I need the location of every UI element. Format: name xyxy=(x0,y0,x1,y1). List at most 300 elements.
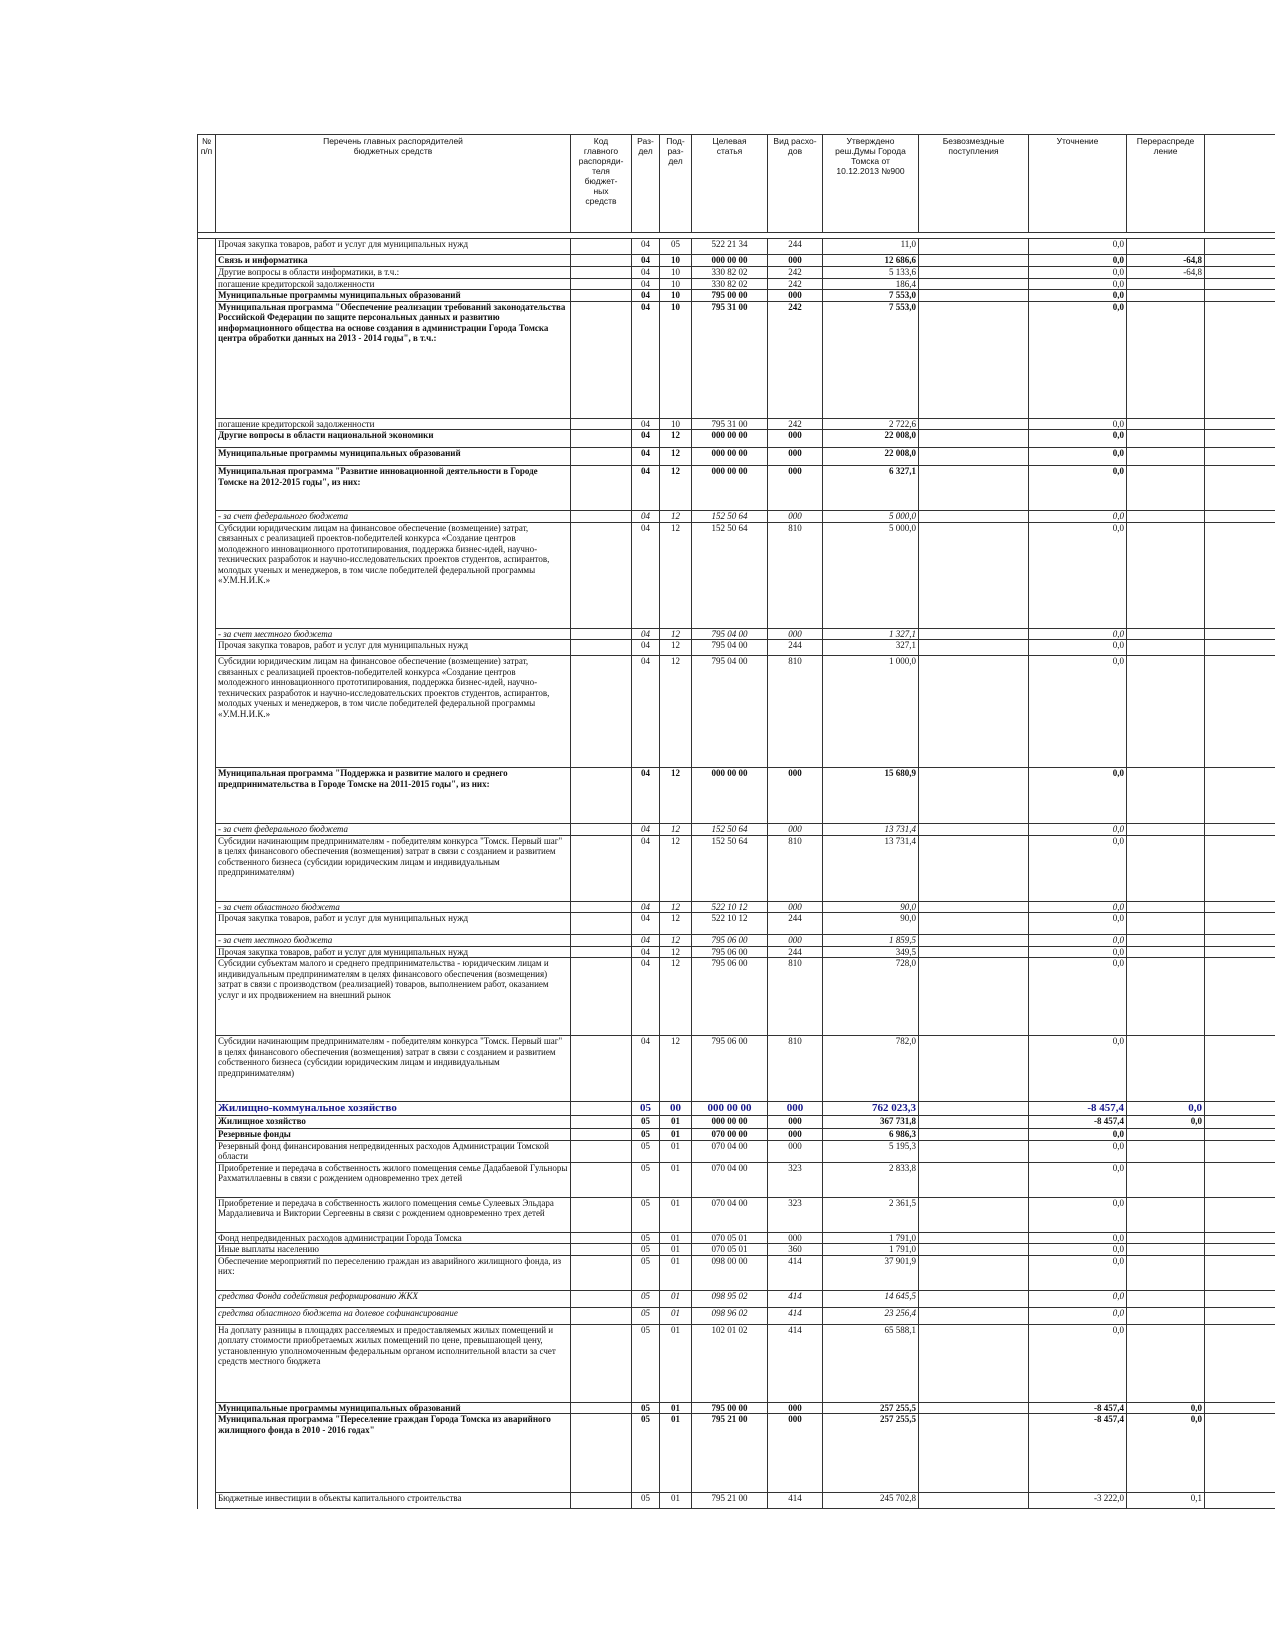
cell-csr: 070 04 00 xyxy=(692,1140,768,1162)
cell-index xyxy=(198,1244,216,1256)
cell-vr: 000 xyxy=(768,824,823,836)
table-row xyxy=(198,418,1275,430)
cell-free xyxy=(919,301,1029,418)
cell-utoch: 0,0 xyxy=(1029,1232,1127,1244)
cell-vr: 414 xyxy=(768,1493,823,1509)
cell-utoch: 0,0 xyxy=(1029,267,1127,279)
cell-index xyxy=(198,640,216,656)
cell-pereras: 0,1 xyxy=(1127,1493,1205,1509)
cell-extra xyxy=(1205,1307,1275,1324)
cell-vr: 244 xyxy=(768,640,823,656)
cell-kod xyxy=(571,1162,632,1197)
cell-extra xyxy=(1205,768,1275,824)
cell-kod xyxy=(571,239,632,255)
cell-kod xyxy=(571,824,632,836)
cell-extra xyxy=(1205,1102,1275,1116)
table-row xyxy=(198,935,1275,947)
cell-podrazdel: 10 xyxy=(660,278,692,290)
cell-index xyxy=(198,835,216,901)
cell-csr: 070 00 00 xyxy=(692,1129,768,1141)
cell-free xyxy=(919,522,1029,628)
cell-vr: 810 xyxy=(768,1036,823,1102)
cell-kod xyxy=(571,511,632,523)
cell-razdel: 04 xyxy=(632,301,660,418)
cell-approved: 1 327,1 xyxy=(823,628,919,640)
cell-vr: 242 xyxy=(768,301,823,418)
cell-pereras xyxy=(1127,1140,1205,1162)
cell-free xyxy=(919,1402,1029,1414)
cell-kod xyxy=(571,640,632,656)
cell-kod xyxy=(571,418,632,430)
cell-vr: 244 xyxy=(768,946,823,958)
cell-razdel: 04 xyxy=(632,255,660,267)
cell-podrazdel: 12 xyxy=(660,1036,692,1102)
cell-kod xyxy=(571,267,632,279)
cell-name: Прочая закупка товаров, работ и услуг для муниципальных нужд xyxy=(216,640,571,656)
cell-vr: 000 xyxy=(768,935,823,947)
budget-sheet xyxy=(197,134,1275,1650)
cell-approved: 728,0 xyxy=(823,958,919,1036)
cell-csr: 795 04 00 xyxy=(692,656,768,768)
table-row xyxy=(198,239,1275,255)
cell-razdel: 04 xyxy=(632,418,660,430)
cell-vr: 000 xyxy=(768,901,823,913)
cell-approved: 257 255,5 xyxy=(823,1414,919,1493)
cell-vr: 810 xyxy=(768,835,823,901)
cell-index xyxy=(198,255,216,267)
cell-csr: 000 00 00 xyxy=(692,255,768,267)
cell-name: - за счет местного бюджета xyxy=(216,935,571,947)
table-row xyxy=(198,1324,1275,1402)
cell-razdel: 05 xyxy=(632,1140,660,1162)
cell-pereras xyxy=(1127,466,1205,511)
col-header-razdel: Раз- дел xyxy=(632,135,660,233)
cell-razdel: 04 xyxy=(632,935,660,947)
cell-free xyxy=(919,1244,1029,1256)
cell-pereras: 0,0 xyxy=(1127,1414,1205,1493)
cell-free xyxy=(919,628,1029,640)
cell-kod xyxy=(571,835,632,901)
cell-csr: 795 00 00 xyxy=(692,1402,768,1414)
cell-pereras xyxy=(1127,430,1205,448)
cell-utoch: 0,0 xyxy=(1029,1197,1127,1232)
cell-kod xyxy=(571,430,632,448)
cell-pereras xyxy=(1127,239,1205,255)
cell-name: погашение кредиторской задолженности xyxy=(216,418,571,430)
cell-kod xyxy=(571,1290,632,1307)
cell-vr: 810 xyxy=(768,522,823,628)
cell-pereras xyxy=(1127,1197,1205,1232)
cell-razdel: 05 xyxy=(632,1324,660,1402)
table-row xyxy=(198,1036,1275,1102)
cell-csr: 795 06 00 xyxy=(692,946,768,958)
cell-free xyxy=(919,1197,1029,1232)
cell-free xyxy=(919,1116,1029,1129)
cell-kod xyxy=(571,1036,632,1102)
cell-podrazdel: 10 xyxy=(660,418,692,430)
cell-index xyxy=(198,1307,216,1324)
cell-utoch: -8 457,4 xyxy=(1029,1414,1127,1493)
cell-podrazdel: 05 xyxy=(660,239,692,255)
cell-name: Резервный фонд финансирования непредвиденных расходов Администрации Томской области xyxy=(216,1140,571,1162)
cell-approved: 11,0 xyxy=(823,239,919,255)
table-row xyxy=(198,255,1275,267)
cell-podrazdel: 12 xyxy=(660,824,692,836)
cell-extra xyxy=(1205,824,1275,836)
cell-utoch: 0,0 xyxy=(1029,1036,1127,1102)
cell-utoch: -8 457,4 xyxy=(1029,1116,1127,1129)
table-row xyxy=(198,835,1275,901)
cell-vr: 242 xyxy=(768,267,823,279)
cell-pereras: -64,8 xyxy=(1127,267,1205,279)
table-row xyxy=(198,1129,1275,1141)
cell-free xyxy=(919,511,1029,523)
cell-razdel: 05 xyxy=(632,1244,660,1256)
cell-vr: 000 xyxy=(768,768,823,824)
cell-podrazdel: 12 xyxy=(660,466,692,511)
col-header-podrazdel: Под- раз- дел xyxy=(660,135,692,233)
cell-kod xyxy=(571,1307,632,1324)
cell-podrazdel: 10 xyxy=(660,290,692,302)
cell-razdel: 04 xyxy=(632,466,660,511)
table-row xyxy=(198,522,1275,628)
cell-index xyxy=(198,1232,216,1244)
cell-index xyxy=(198,1255,216,1290)
cell-index xyxy=(198,1102,216,1116)
col-header-kod: Код главного распоряди- теля бюджет- ных средств xyxy=(571,135,632,233)
cell-utoch: -8 457,4 xyxy=(1029,1402,1127,1414)
cell-extra xyxy=(1205,656,1275,768)
cell-index xyxy=(198,466,216,511)
cell-extra xyxy=(1205,301,1275,418)
cell-extra xyxy=(1205,1129,1275,1141)
cell-razdel: 05 xyxy=(632,1232,660,1244)
cell-name: Субсидии юридическим лицам на финансовое обеспечение (возмещение) затрат, связанных с реализацией проектов-победителей конкурса «Создание центров молодежного инновационного прототипирования, поддержка бизнес-идей, научно-технических разработок и научно-исследовательских проектов студентов, аспирантов, молодых ученых и менеджеров, в том числе победителей федеральной программы «У.М.Н.И.К.» xyxy=(216,656,571,768)
table-row xyxy=(198,1307,1275,1324)
cell-kod xyxy=(571,1324,632,1402)
cell-index xyxy=(198,522,216,628)
cell-extra xyxy=(1205,901,1275,913)
cell-extra xyxy=(1205,1290,1275,1307)
cell-razdel: 05 xyxy=(632,1402,660,1414)
table-row xyxy=(198,466,1275,511)
cell-podrazdel: 12 xyxy=(660,640,692,656)
cell-csr: 522 10 12 xyxy=(692,913,768,935)
cell-kod xyxy=(571,1244,632,1256)
cell-vr: 000 xyxy=(768,1102,823,1116)
cell-free xyxy=(919,430,1029,448)
cell-approved: 23 256,4 xyxy=(823,1307,919,1324)
cell-csr: 000 00 00 xyxy=(692,768,768,824)
cell-utoch: 0,0 xyxy=(1029,1140,1127,1162)
cell-pereras xyxy=(1127,1324,1205,1402)
cell-pereras xyxy=(1127,511,1205,523)
table-row xyxy=(198,267,1275,279)
table-row xyxy=(198,958,1275,1036)
cell-podrazdel: 10 xyxy=(660,255,692,267)
cell-kod xyxy=(571,958,632,1036)
table-row xyxy=(198,1102,1275,1116)
cell-vr: 414 xyxy=(768,1307,823,1324)
cell-name: средства областного бюджета на долевое софинансирование xyxy=(216,1307,571,1324)
cell-free xyxy=(919,958,1029,1036)
cell-extra xyxy=(1205,1162,1275,1197)
cell-pereras: -64,8 xyxy=(1127,255,1205,267)
cell-kod xyxy=(571,466,632,511)
cell-pereras: 0,0 xyxy=(1127,1402,1205,1414)
cell-csr: 070 05 01 xyxy=(692,1244,768,1256)
cell-csr: 795 04 00 xyxy=(692,628,768,640)
table-row xyxy=(198,1402,1275,1414)
cell-kod xyxy=(571,1232,632,1244)
cell-utoch: 0,0 xyxy=(1029,1290,1127,1307)
cell-pereras xyxy=(1127,278,1205,290)
cell-extra xyxy=(1205,835,1275,901)
cell-razdel: 05 xyxy=(632,1197,660,1232)
cell-extra xyxy=(1205,255,1275,267)
cell-extra xyxy=(1205,522,1275,628)
cell-approved: 6 986,3 xyxy=(823,1129,919,1141)
cell-name: - за счет федерального бюджета xyxy=(216,824,571,836)
cell-extra xyxy=(1205,628,1275,640)
table-row xyxy=(198,628,1275,640)
cell-kod xyxy=(571,1402,632,1414)
cell-pereras xyxy=(1127,1290,1205,1307)
cell-free xyxy=(919,267,1029,279)
table-row xyxy=(198,1493,1275,1509)
cell-name: Муниципальные программы муниципальных образований xyxy=(216,448,571,466)
cell-free xyxy=(919,835,1029,901)
cell-approved: 762 023,3 xyxy=(823,1102,919,1116)
cell-approved: 7 553,0 xyxy=(823,301,919,418)
cell-name: Муниципальная программа "Обеспечение реализации требований законодательства Российской Федерации по защите персональных данных и развитию информационного общества на основе создания в администрации Города Томска центра обработки данных на 2013 - 2014 годы", в т.ч.: xyxy=(216,301,571,418)
cell-name: Обеспечение мероприятий по переселению граждан из аварийного жилищного фонда, из них: xyxy=(216,1255,571,1290)
cell-name: Субсидии начинающим предпринимателям - победителям конкурса "Томск. Первый шаг" в целях финансового обеспечения (возмещения) затрат в связи с созданием и развитием собственного бизнеса (субсидии юридическим лицам и индивидуальным предпринимателям) xyxy=(216,835,571,901)
cell-extra xyxy=(1205,1244,1275,1256)
cell-utoch: 0,0 xyxy=(1029,835,1127,901)
cell-vr: 000 xyxy=(768,628,823,640)
cell-pereras xyxy=(1127,1036,1205,1102)
cell-utoch: 0,0 xyxy=(1029,958,1127,1036)
cell-pereras xyxy=(1127,1162,1205,1197)
cell-name: Муниципальные программы муниципальных образований xyxy=(216,1402,571,1414)
cell-pereras xyxy=(1127,913,1205,935)
cell-utoch: 0,0 xyxy=(1029,418,1127,430)
cell-utoch: 0,0 xyxy=(1029,1244,1127,1256)
col-header-extra xyxy=(1205,135,1275,233)
cell-razdel: 05 xyxy=(632,1290,660,1307)
table-row xyxy=(198,430,1275,448)
cell-razdel: 04 xyxy=(632,901,660,913)
cell-name: Другие вопросы в области информатики, в т.ч.: xyxy=(216,267,571,279)
cell-name: Прочая закупка товаров, работ и услуг для муниципальных нужд xyxy=(216,239,571,255)
cell-utoch: 0,0 xyxy=(1029,255,1127,267)
cell-vr: 000 xyxy=(768,1414,823,1493)
cell-pereras xyxy=(1127,418,1205,430)
cell-index xyxy=(198,1036,216,1102)
cell-extra xyxy=(1205,1324,1275,1402)
cell-free xyxy=(919,824,1029,836)
cell-extra xyxy=(1205,430,1275,448)
cell-podrazdel: 12 xyxy=(660,768,692,824)
cell-csr: 152 50 64 xyxy=(692,835,768,901)
cell-csr: 000 00 00 xyxy=(692,448,768,466)
cell-index xyxy=(198,301,216,418)
cell-index xyxy=(198,768,216,824)
cell-index xyxy=(198,1493,216,1509)
cell-extra xyxy=(1205,946,1275,958)
cell-podrazdel: 01 xyxy=(660,1140,692,1162)
cell-vr: 000 xyxy=(768,290,823,302)
cell-razdel: 04 xyxy=(632,267,660,279)
cell-razdel: 05 xyxy=(632,1102,660,1116)
cell-pereras xyxy=(1127,290,1205,302)
table-row xyxy=(198,1290,1275,1307)
cell-utoch: 0,0 xyxy=(1029,628,1127,640)
cell-extra xyxy=(1205,1402,1275,1414)
cell-utoch: 0,0 xyxy=(1029,824,1127,836)
cell-pereras xyxy=(1127,1129,1205,1141)
cell-approved: 782,0 xyxy=(823,1036,919,1102)
cell-podrazdel: 12 xyxy=(660,958,692,1036)
cell-extra xyxy=(1205,278,1275,290)
cell-razdel: 04 xyxy=(632,913,660,935)
col-header-utoch: Уточнение xyxy=(1029,135,1127,233)
cell-utoch: 0,0 xyxy=(1029,448,1127,466)
cell-index xyxy=(198,1402,216,1414)
cell-name: Муниципальные программы муниципальных образований xyxy=(216,290,571,302)
cell-index xyxy=(198,935,216,947)
cell-razdel: 04 xyxy=(632,656,660,768)
cell-index xyxy=(198,824,216,836)
cell-vr: 323 xyxy=(768,1162,823,1197)
cell-kod xyxy=(571,901,632,913)
table-row xyxy=(198,1414,1275,1493)
header-row xyxy=(198,135,1275,233)
cell-razdel: 04 xyxy=(632,640,660,656)
cell-vr: 242 xyxy=(768,278,823,290)
cell-csr: 098 95 02 xyxy=(692,1290,768,1307)
cell-podrazdel: 12 xyxy=(660,946,692,958)
cell-extra xyxy=(1205,1116,1275,1129)
cell-approved: 1 859,5 xyxy=(823,935,919,947)
cell-razdel: 04 xyxy=(632,522,660,628)
cell-podrazdel: 01 xyxy=(660,1255,692,1290)
cell-podrazdel: 12 xyxy=(660,935,692,947)
cell-approved: 5 000,0 xyxy=(823,511,919,523)
cell-index xyxy=(198,1162,216,1197)
cell-name: Муниципальная программа "Развитие инновационной деятельности в Городе Томске на 2012-2015 годы", из них: xyxy=(216,466,571,511)
cell-pereras xyxy=(1127,640,1205,656)
cell-approved: 1 000,0 xyxy=(823,656,919,768)
cell-free xyxy=(919,418,1029,430)
cell-vr: 000 xyxy=(768,255,823,267)
cell-razdel: 04 xyxy=(632,835,660,901)
cell-podrazdel: 01 xyxy=(660,1493,692,1509)
cell-free xyxy=(919,1324,1029,1402)
cell-name: Жилищно-коммунальное хозяйство xyxy=(216,1102,571,1116)
cell-vr: 244 xyxy=(768,239,823,255)
cell-vr: 000 xyxy=(768,448,823,466)
cell-free xyxy=(919,1255,1029,1290)
cell-free xyxy=(919,913,1029,935)
cell-vr: 000 xyxy=(768,1402,823,1414)
cell-pereras xyxy=(1127,824,1205,836)
cell-extra xyxy=(1205,239,1275,255)
cell-vr: 000 xyxy=(768,430,823,448)
cell-index xyxy=(198,278,216,290)
cell-pereras xyxy=(1127,768,1205,824)
cell-razdel: 05 xyxy=(632,1162,660,1197)
cell-approved: 65 588,1 xyxy=(823,1324,919,1402)
cell-extra xyxy=(1205,1255,1275,1290)
cell-utoch: -3 222,0 xyxy=(1029,1493,1127,1509)
cell-kod xyxy=(571,255,632,267)
table-row xyxy=(198,901,1275,913)
cell-razdel: 05 xyxy=(632,1255,660,1290)
cell-name: Иные выплаты населению xyxy=(216,1244,571,1256)
cell-csr: 000 00 00 xyxy=(692,1102,768,1116)
cell-podrazdel: 01 xyxy=(660,1232,692,1244)
cell-pereras xyxy=(1127,656,1205,768)
table-row xyxy=(198,301,1275,418)
budget-table xyxy=(197,134,1275,1509)
cell-pereras xyxy=(1127,835,1205,901)
cell-extra xyxy=(1205,290,1275,302)
cell-name: Приобретение и передача в собственность жилого помещения семье Дадабаевой Гульноры Рахматиллаевны в связи с рождением одновременно трех детей xyxy=(216,1162,571,1197)
cell-name: Субсидии юридическим лицам на финансовое обеспечение (возмещение) затрат, связанных с реализацией проектов-победителей конкурса «Создание центров молодежного инновационного прототипирования, поддержка бизнес-идей, научно-технических разработок и научно-исследовательских проектов студентов, аспирантов, молодых ученых и менеджеров, в том числе победителей федеральной программы «У.М.Н.И.К.» xyxy=(216,522,571,628)
cell-index xyxy=(198,1414,216,1493)
cell-free xyxy=(919,1129,1029,1141)
cell-name: Другие вопросы в области национальной экономики xyxy=(216,430,571,448)
cell-pereras: 0,0 xyxy=(1127,1116,1205,1129)
cell-utoch: 0,0 xyxy=(1029,1307,1127,1324)
cell-utoch: 0,0 xyxy=(1029,913,1127,935)
cell-razdel: 04 xyxy=(632,768,660,824)
cell-index xyxy=(198,913,216,935)
cell-pereras xyxy=(1127,1255,1205,1290)
cell-csr: 795 21 00 xyxy=(692,1493,768,1509)
cell-extra xyxy=(1205,418,1275,430)
cell-free xyxy=(919,290,1029,302)
cell-index xyxy=(198,1140,216,1162)
cell-name: средства Фонда содействия реформированию ЖКХ xyxy=(216,1290,571,1307)
cell-podrazdel: 12 xyxy=(660,430,692,448)
cell-free xyxy=(919,768,1029,824)
cell-csr: 330 82 02 xyxy=(692,267,768,279)
cell-csr: 795 31 00 xyxy=(692,301,768,418)
cell-extra xyxy=(1205,1232,1275,1244)
cell-free xyxy=(919,1102,1029,1116)
cell-podrazdel: 01 xyxy=(660,1244,692,1256)
cell-csr: 000 00 00 xyxy=(692,1116,768,1129)
table-row xyxy=(198,946,1275,958)
cell-csr: 795 06 00 xyxy=(692,935,768,947)
table-row xyxy=(198,1162,1275,1197)
cell-free xyxy=(919,1162,1029,1197)
cell-vr: 000 xyxy=(768,511,823,523)
cell-razdel: 04 xyxy=(632,239,660,255)
cell-razdel: 04 xyxy=(632,278,660,290)
cell-pereras xyxy=(1127,958,1205,1036)
cell-approved: 14 645,5 xyxy=(823,1290,919,1307)
col-header-vr: Вид расхо- дов xyxy=(768,135,823,233)
cell-free xyxy=(919,1232,1029,1244)
cell-utoch: 0,0 xyxy=(1029,290,1127,302)
cell-podrazdel: 01 xyxy=(660,1290,692,1307)
cell-podrazdel: 12 xyxy=(660,522,692,628)
cell-free xyxy=(919,278,1029,290)
